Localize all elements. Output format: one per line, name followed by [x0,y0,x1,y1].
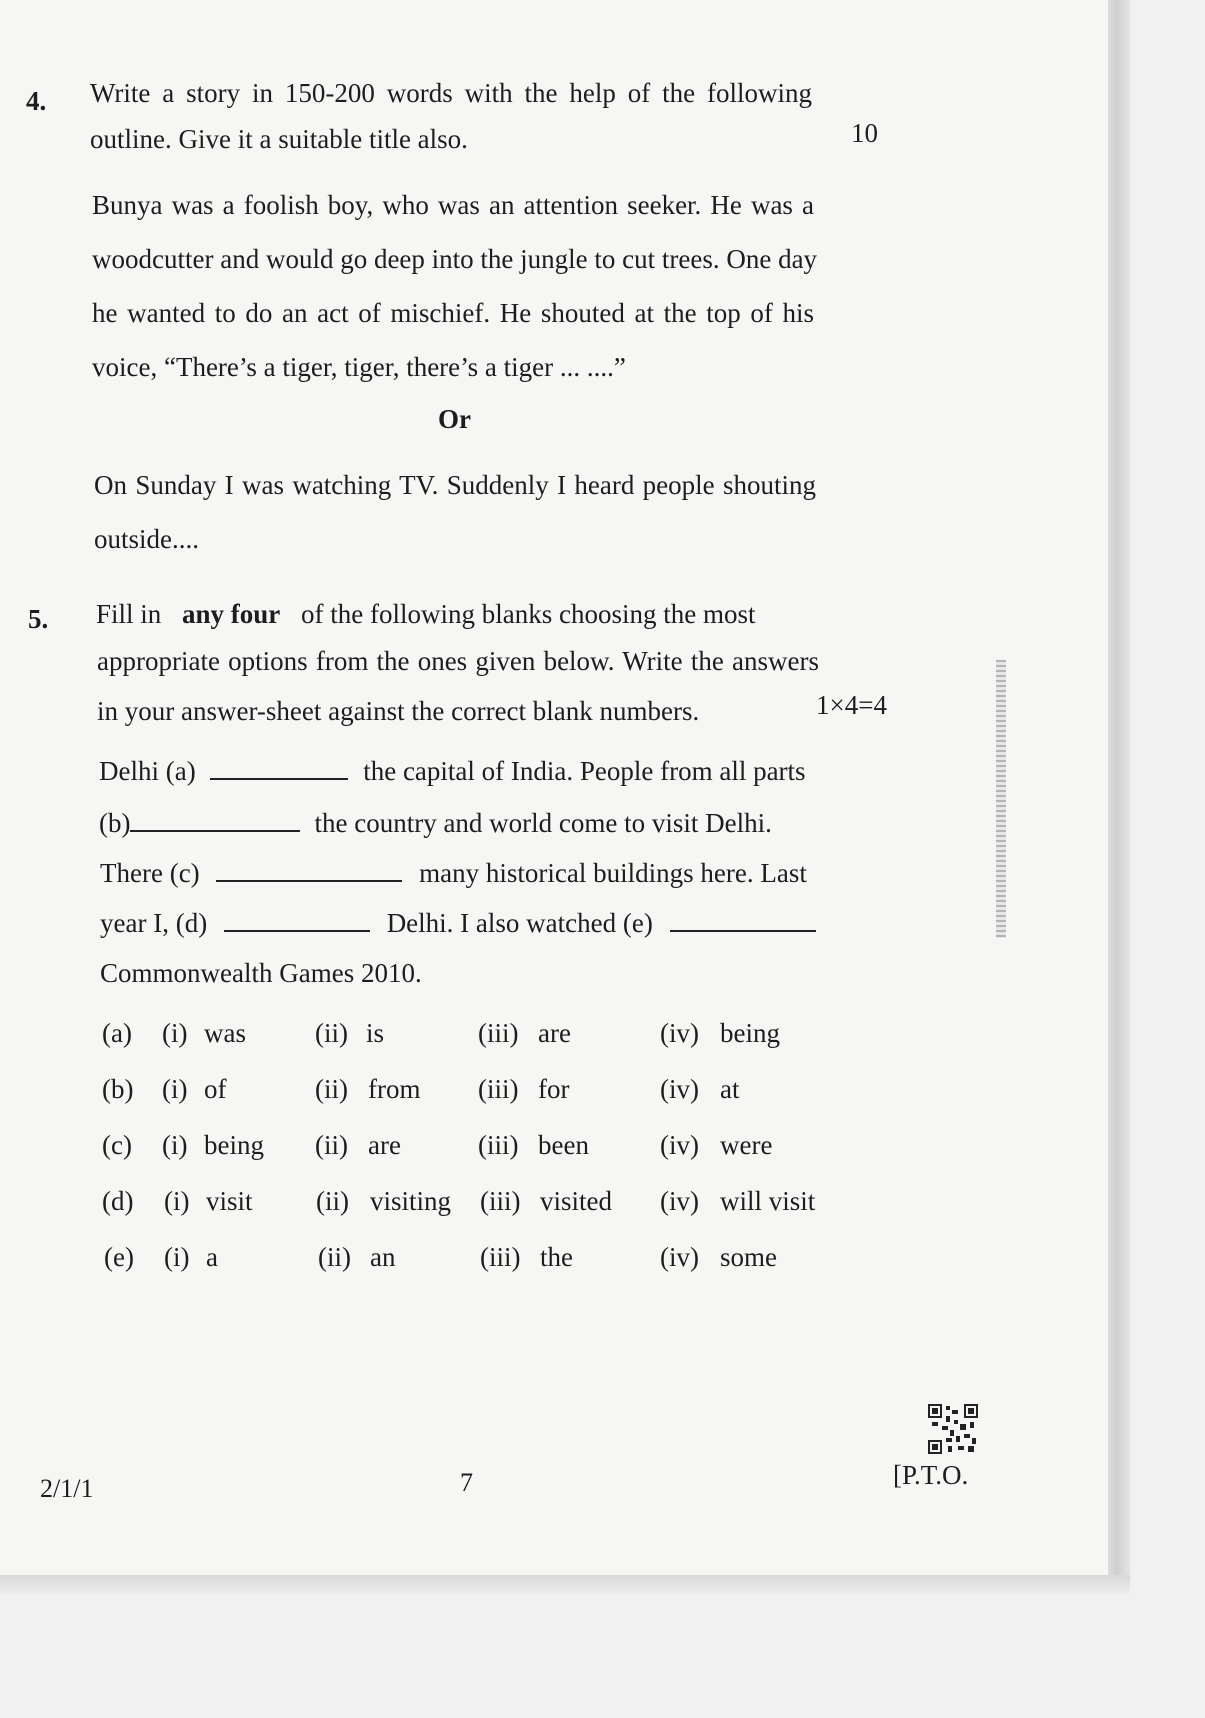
passage-text: the capital of India. People from all parts [363,756,806,786]
option-value: visited [540,1186,612,1216]
q4-outline-1-line: Bunya was a foolish boy, who was an attention seeker. He was a [92,190,814,220]
page-bottom-shadow [0,1575,1130,1595]
q4-number: 4. [26,86,47,116]
option-numeral: (ii) [315,1130,348,1160]
q4-outline-2 [94,458,816,566]
option-numeral: (iv) [660,1242,699,1272]
q4-outline-2-line: On Sunday I was watching TV. Suddenly I heard people shouting [94,470,816,500]
option-numeral: (iv) [660,1186,699,1216]
q4-outline-2-line: outside.... [94,524,199,554]
option-value: of [204,1074,227,1104]
option-value: been [538,1130,589,1160]
option-value: the [540,1242,573,1272]
passage-line4 [100,910,816,937]
page-number: 7 [460,1468,473,1497]
paper-code: 2/1/1 [40,1474,94,1503]
passage-text: year I, (d) [100,908,208,938]
option-value: are [368,1130,401,1160]
option-value: being [204,1130,264,1160]
passage-line1 [99,758,806,785]
option-numeral: (iii) [478,1074,519,1104]
page-edge [1108,0,1130,1590]
passage-text: Delhi. I also watched (e) [386,908,653,938]
option-numeral: (iv) [660,1074,699,1104]
option-value: being [720,1018,780,1048]
passage-text: the country and world come to visit Delhi. [314,808,772,838]
option-numeral: (i) [164,1186,190,1216]
blank-a [210,758,348,780]
q4-outline-1-line: he wanted to do an act of mischief. He shouted at the top of his [92,298,814,328]
option-value: visiting [370,1186,452,1216]
q4-or: Or [438,404,471,434]
option-numeral: (iii) [480,1186,521,1216]
q5-instruction-fill-in: Fill in [96,599,162,629]
option-numeral: (i) [164,1242,190,1272]
q4-marks: 10 [851,118,878,148]
option-numeral: (i) [162,1074,188,1104]
option-numeral: (ii) [316,1186,349,1216]
q5-instruction-any-four: any four [182,599,281,629]
option-numeral: (iv) [660,1130,699,1160]
option-numeral: (i) [162,1018,188,1048]
q4-instruction-line1: Write a story in 150-200 words with the help of the following [90,78,812,108]
option-numeral: (ii) [318,1242,351,1272]
option-label: (c) [102,1130,132,1160]
option-value: will visit [720,1186,816,1216]
q5-instruction-line2: appropriate options from the ones given below. Write the answers [97,646,819,676]
q5-instruction-line1 [96,601,818,628]
passage-line2 [99,810,772,837]
option-label: (b) [102,1074,134,1104]
q5-marks: 1×4=4 [816,690,887,720]
q4-outline-1-line: voice, “There’s a tiger, tiger, there’s a tiger ... ....” [92,352,626,382]
q5-instruction-rest: of the following blanks choosing the most [301,599,756,629]
qr-code-icon [928,1404,978,1454]
option-label: (d) [102,1186,134,1216]
option-label: (e) [104,1242,134,1272]
option-value: visit [206,1186,253,1216]
option-numeral: (iv) [660,1018,699,1048]
option-numeral: (iii) [478,1130,519,1160]
passage-line5: Commonwealth Games 2010. [100,958,422,988]
option-value: are [538,1018,571,1048]
option-value: a [206,1242,218,1272]
option-value: for [538,1074,570,1104]
option-value: an [370,1242,396,1272]
passage-text: Delhi (a) [99,756,196,786]
q5-instruction-line3: in your answer-sheet against the correct blank numbers. [97,696,700,726]
option-numeral: (iii) [480,1242,521,1272]
q4-instruction-line2: outline. Give it a suitable title also. [90,124,468,154]
q4-outline-1-line: woodcutter and would go deep into the jungle to cut trees. One day [92,244,818,274]
passage-text: (b) [99,808,131,838]
option-value: is [366,1018,385,1048]
option-value: some [720,1242,777,1272]
option-numeral: (ii) [315,1018,348,1048]
option-value: at [720,1074,740,1104]
passage-text: many historical buildings here. Last [419,858,807,888]
option-value: were [720,1130,773,1160]
option-label: (a) [102,1018,132,1048]
passage-text: There (c) [100,858,200,888]
q4-outline-1 [92,178,818,394]
blank-e [670,910,816,932]
q5-number: 5. [28,604,49,634]
blank-b [130,810,300,832]
option-numeral: (i) [162,1130,188,1160]
blank-d [224,910,370,932]
option-value: from [368,1074,421,1104]
blank-c [216,860,402,882]
option-numeral: (iii) [478,1018,519,1048]
security-microtext-strip [996,660,1006,938]
option-numeral: (ii) [315,1074,348,1104]
option-value: was [204,1018,246,1048]
passage-line3 [100,860,807,887]
pto-label: [P.T.O. [893,1460,969,1490]
